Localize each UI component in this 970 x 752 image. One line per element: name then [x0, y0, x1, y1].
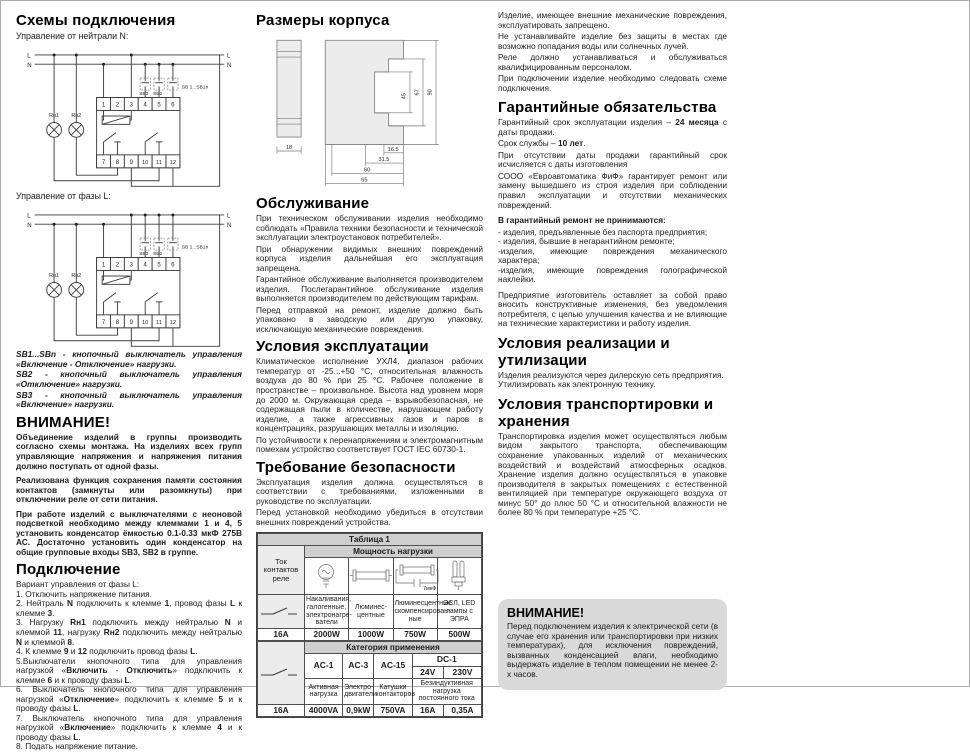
svg-text:2: 2	[115, 262, 120, 269]
svg-text:SB3: SB3	[139, 252, 149, 258]
connection-steps	[16, 580, 242, 752]
svg-text:6: 6	[171, 262, 175, 269]
svg-text:90: 90	[427, 89, 434, 96]
svg-text:7мкФ: 7мкФ	[422, 586, 436, 593]
svg-text:L: L	[27, 213, 31, 220]
diagram1-caption: Управление от нейтрали N:	[16, 31, 129, 41]
warranty-paragraph: Гарантийный срок эксплуатации изделия – 24 месяца с даты продажи.	[498, 117, 727, 137]
svg-text:8: 8	[115, 160, 120, 167]
diagram-legend	[16, 350, 242, 410]
middle-column	[256, 11, 483, 716]
attention-paragraph: Реализована функция сохранения памяти состояния контактов (замкнуты или разомкнуты) при отключении реле от сети питания.	[16, 475, 242, 505]
contact-current-value: 16А	[258, 629, 305, 641]
intro-paragraph: Изделие, имеющее внешние механические повреждения, эксплуатировать запрещено.	[498, 10, 727, 30]
svg-text:12: 12	[169, 320, 177, 327]
diagram2-caption: Управление от фазы L:	[16, 191, 111, 201]
category-label: AC-15	[374, 654, 412, 679]
attention-box-text: Перед подключением изделия к электрической сети (в случае его хранения или транспортировки при низких температурах), для исключения повреждений, вызванных конденсацией влаги, необходимо выдержать изделие в теплом помещении не менее 2-х часов.	[507, 621, 718, 679]
sales-paragraph: Утилизировать как электронную технику.	[498, 379, 656, 390]
power-value: 500W	[437, 629, 481, 641]
sales-paragraph: Изделия реализуются через дилерскую сеть предприятия.	[498, 369, 724, 380]
top-terminals	[97, 98, 180, 111]
fluorescent-lamp-icon	[349, 558, 393, 595]
svg-text:SB3: SB3	[139, 92, 149, 98]
power-value: 1000W	[349, 629, 393, 641]
service-paragraph: Перед отправкой на ремонт, изделие должно быть упаковано в заводскую или другую упаковку, исключающую механические повреждения.	[256, 304, 483, 334]
svg-text:SB 1...SB1n: SB 1...SB1n	[181, 245, 209, 251]
connection-step: 6. Выключатель кнопочного типа для управления нагрузкой «Отключение» подключить к клемме 5 и к проводу фазы L.	[16, 684, 242, 714]
svg-text:5: 5	[157, 102, 161, 109]
warranty-paragraph: Срок службы – 10 лет.	[498, 138, 586, 149]
warranty-paragraph: СООО «Евроавтоматика ФиФ» гарантирует ремонт или замену вышедшего из строя изделия при соблюдении правил эксплуатации и отсутствии механических повреждений.	[498, 170, 727, 210]
push-buttons	[139, 213, 208, 257]
contact-current-value: 16А	[258, 705, 305, 717]
svg-text:9: 9	[129, 320, 133, 327]
svg-text:6: 6	[171, 102, 175, 109]
category-value: 0,9kW	[343, 705, 374, 717]
dc-voltage-label: 230V	[443, 666, 481, 678]
safety-title: Требование безопасности	[256, 458, 456, 476]
svg-text:N: N	[227, 62, 232, 69]
housing-dimensions-drawing	[256, 31, 483, 191]
connection-step: 2. Нейтраль N подключить к клемме 1, провод фазы L к клемме 3.	[16, 598, 242, 618]
category-value: 16А	[412, 705, 443, 717]
power-value: 750W	[393, 629, 437, 641]
attention-paragraph: Объединение изделий в группы производить согласно схемы монтажа. На изделиях всех групп управляющие напряжения и напряжения питания должно поступать от одной фазы.	[16, 431, 242, 471]
table-title: Таблица 1	[258, 534, 482, 546]
conditions-paragraph: Климатическое исполнение УХЛ4, диапазон рабочих температур от -25...+50 °С, относительная влажность воздуха до 80 % при 25 °С. Рабочее положение в пространстве – произвольное. Высота над уровнем моря до 2000 м. Окружающая среда – взрывобезопасная, не содержащая пыли в количестве, нарушающем работу изделие, а также агрессивных газов и паров в концентрациях, разрушающих металлы и изоляцию.	[256, 356, 483, 434]
intro-paragraph: При подключении изделие необходимо следовать схеме подключения.	[498, 73, 727, 93]
connection-step: 1. Отключить напряжение питания.	[16, 588, 152, 599]
svg-text:1: 1	[101, 102, 106, 109]
svg-text:67: 67	[414, 89, 421, 96]
exclusions-title: В гарантийный ремонт не принимаются:	[498, 215, 666, 226]
power-header: Мощность нагрузки	[305, 546, 482, 558]
category-value: 750VA	[374, 705, 412, 717]
attention-box-title: ВНИМАНИЕ!	[507, 606, 584, 620]
left-column	[16, 11, 243, 752]
intro-paragraph: Реле должно устанавливаться и обслуживаться квалифицированным персоналом.	[498, 52, 727, 72]
right-column	[498, 11, 727, 681]
svg-text:16.5: 16.5	[387, 147, 399, 153]
svg-text:10: 10	[142, 160, 149, 167]
svg-text:1: 1	[101, 262, 106, 269]
svg-text:N: N	[227, 222, 232, 229]
connection-step: 8. Подать напряжение питание.	[16, 741, 138, 752]
wiring-diagram-phase	[16, 202, 242, 350]
load-table-lower	[257, 641, 482, 717]
svg-text:65: 65	[361, 177, 368, 184]
svg-text:45: 45	[401, 93, 408, 100]
power-value: 2000W	[305, 629, 349, 641]
service-title: Обслуживание	[256, 195, 370, 212]
power-rails	[27, 214, 231, 229]
load-lamps	[47, 223, 84, 298]
lamp-type-label: ЭСЛ, LED лампы с ЭПРА	[437, 595, 481, 629]
schemes-title: Схемы подключения	[16, 12, 176, 29]
exclusion-item: -изделия, имеющие повреждения голографической наклейки.	[498, 264, 727, 285]
svg-text:18: 18	[285, 145, 293, 152]
warranty-title: Гарантийные обязательства	[498, 99, 717, 117]
svg-text:L: L	[227, 213, 231, 220]
category-description: Активная нагрузка	[305, 678, 343, 704]
svg-text:10: 10	[142, 320, 149, 327]
contact-current-header: Ток контактов реле	[258, 546, 305, 595]
lamp-type-label: Накаливания, галогенные, электронагре- ватели	[305, 595, 349, 629]
bottom-terminals	[97, 315, 180, 328]
safety-paragraph: Перед установкой необходимо убедиться в отсутствии внешних повреждений устройства.	[256, 507, 483, 527]
lamp-type-label: Люминесцентные скомпенсирован- ные	[393, 595, 437, 629]
attention-title-left: ВНИМАНИЕ!	[16, 413, 111, 431]
exclusion-item: - изделия, бывшие в негарантийном ремонте;	[498, 236, 675, 247]
svg-text:5: 5	[157, 262, 161, 269]
attention-box	[498, 599, 727, 690]
category-value: 4000VA	[305, 705, 343, 717]
connection-intro: Вариант управления от фазы L:	[16, 579, 140, 590]
category-header: Категория применения	[305, 642, 482, 654]
svg-text:4: 4	[143, 262, 147, 269]
manufacturer-paragraph: Предприятие изготовитель оставляет за собой право вносить конструктивные изменения, без уведомления потребителя, с целью улучшения качества и не влияющие на технические характеристики и работу изделия.	[498, 289, 727, 329]
wiring-diagram-neutral	[16, 42, 242, 190]
svg-text:7: 7	[101, 320, 106, 327]
relay-contact-icon	[258, 642, 305, 705]
svg-text:Rн2: Rн2	[71, 112, 82, 119]
load-table-upper	[257, 533, 482, 641]
warranty-paragraph: При отсутствии даты продажи гарантийный срок исчисляется с даты изготовления	[498, 149, 727, 170]
category-label: AC-1	[305, 654, 343, 679]
category-description: Безиндуктивная нагрузка постоянного тока	[412, 678, 481, 704]
connection-step: 7. Выключатель кнопочного типа для управления нагрузкой «Включение» подключить к клемме 4 и к проводу фазы L.	[16, 712, 243, 742]
category-value: 0,35А	[443, 705, 481, 717]
svg-text:4: 4	[143, 102, 147, 109]
load-table	[256, 532, 483, 718]
conditions-paragraph: По устойчивости к перенапряжениям и электромагнитным помехам устройство соответствует ГОСТ IEC 60730-1.	[256, 434, 483, 455]
service-paragraph: При техническом обслуживании изделия необходимо соблюдать «Правила техники безопасности и технической эксплуатации электроустановок потребителей».	[256, 213, 483, 243]
svg-text:11: 11	[156, 320, 162, 327]
service-paragraph: Гарантийное обслуживание выполняется производителем изделия. Послегарантийное обслуживание изделия выполняется производителем по действующим тарифам.	[256, 274, 483, 304]
load-lamps	[47, 53, 84, 137]
svg-text:N: N	[27, 62, 32, 69]
intro-paragraph: Не устанавливайте изделие без защиты в местах где возможно попадания воды или солнечных лучей.	[498, 31, 727, 51]
svg-text:SB2: SB2	[153, 252, 163, 258]
horizontal-dimensions	[325, 144, 403, 186]
svg-text:Rн1: Rн1	[49, 272, 59, 279]
svg-text:31.5: 31.5	[378, 157, 390, 164]
dimensions-title: Размеры корпуса	[256, 12, 390, 29]
legend-item: SB2 - кнопочный выключатель управления «Отключение» нагрузки.	[16, 369, 242, 389]
sales-title: Условия реализации и утилизации	[498, 334, 670, 369]
connection-title: Подключение	[16, 561, 121, 579]
incandescent-lamp-icon	[305, 558, 349, 595]
bottom-terminals	[97, 155, 180, 168]
exclusion-item: - изделия, предъявленные без паспорта предприятия;	[498, 226, 708, 237]
transport-paragraph: Транспортировка изделия может осуществляться любым видом закрытого транспорта, обеспечивающим сохранение упакованных изделий от механических воздействий и воздействий атмосферных осадков. Хранение изделия должно осуществляться в упаковке производителя в закрытых помещениях с естественной вентиляцией при температуре окружающего воздуха от минус 50° до плюс 50 °С и относительной влажности не более 80 % при температуре +25 °С.	[498, 430, 727, 518]
dc-voltage-label: 24V	[412, 666, 443, 678]
svg-text:L: L	[27, 53, 31, 60]
relay-contact-icon	[258, 595, 305, 629]
category-description: Катушки контакторов	[374, 678, 412, 704]
lamp-type-label: Люминес- центные	[349, 595, 393, 629]
svg-text:L: L	[227, 53, 231, 60]
attention-paragraphs	[16, 433, 242, 557]
attention-paragraph: При работе изделий с выключателями с неоновой подсветкой необходимо между клеммами 1 и 4, 5 установить конденсатор ёмкостью 0.1-0.33 мкФ 275В АС. Достаточно установить один конденсатор на общие групповые входы SB3, SB2 в группе.	[16, 508, 242, 557]
top-terminals	[97, 258, 180, 271]
svg-text:SB 1...SB1n: SB 1...SB1n	[181, 85, 209, 91]
category-label: AC-3	[343, 654, 374, 679]
category-label: DC-1	[412, 654, 481, 666]
connection-step: 3. Нагрузку Rн1 подключить между нейтралью N и клеммой 11, нагрузку Rн2 подключить между нейтралью N и клеммой 8.	[16, 617, 242, 647]
side-view	[277, 40, 301, 153]
svg-text:8: 8	[115, 320, 120, 327]
svg-text:3: 3	[129, 102, 133, 109]
relay-body	[97, 98, 180, 168]
svg-text:3: 3	[129, 262, 133, 269]
svg-text:9: 9	[129, 160, 133, 167]
svg-text:N: N	[27, 222, 32, 229]
front-profile-view	[325, 40, 438, 186]
category-description: Электро- двигатели	[343, 678, 374, 704]
power-rails	[27, 54, 231, 69]
connection-step: 5.Выключатели кнопочного типа для управления нагрузкой «Включить - Отключить» подключить к клемме 6 и к проводу фазы L.	[16, 655, 242, 685]
svg-text:2: 2	[115, 102, 120, 109]
svg-text:12: 12	[169, 160, 177, 167]
cfl-led-lamp-icon	[437, 558, 481, 595]
relay-body	[97, 258, 180, 328]
svg-text:7: 7	[101, 160, 106, 167]
svg-text:Rн2: Rн2	[71, 272, 82, 279]
svg-text:SB2: SB2	[153, 92, 163, 98]
svg-text:60: 60	[364, 167, 371, 174]
compensated-fluorescent-icon	[393, 558, 437, 595]
legend-item: SB3 - кнопочный выключатель управления «Включение» нагрузки.	[16, 389, 242, 410]
connection-step: 4. К клемме 9 и 12 подключить провод фазы L.	[16, 646, 198, 657]
svg-text:11: 11	[156, 160, 162, 167]
svg-text:Rн1: Rн1	[49, 112, 59, 119]
legend-item: SB1...SBn - кнопочный выключатель управления «Включение - Отключение» нагрузки.	[16, 349, 242, 369]
push-buttons	[139, 63, 208, 98]
conditions-title: Условия эксплуатации	[256, 338, 429, 356]
exclusion-item: -изделия, имеющие повреждения механического характера;	[498, 245, 727, 266]
service-paragraph: При обнаружении видимых внешних повреждений корпуса изделия дальнейшая его эксплуатация запрещена.	[256, 243, 483, 273]
transport-title: Условия транспортировки и хранения	[498, 395, 714, 430]
safety-paragraph: Эксплуатация изделия должна осуществляться в соответствии с требованиями, изложенными в руководстве по эксплуатации.	[256, 476, 483, 506]
